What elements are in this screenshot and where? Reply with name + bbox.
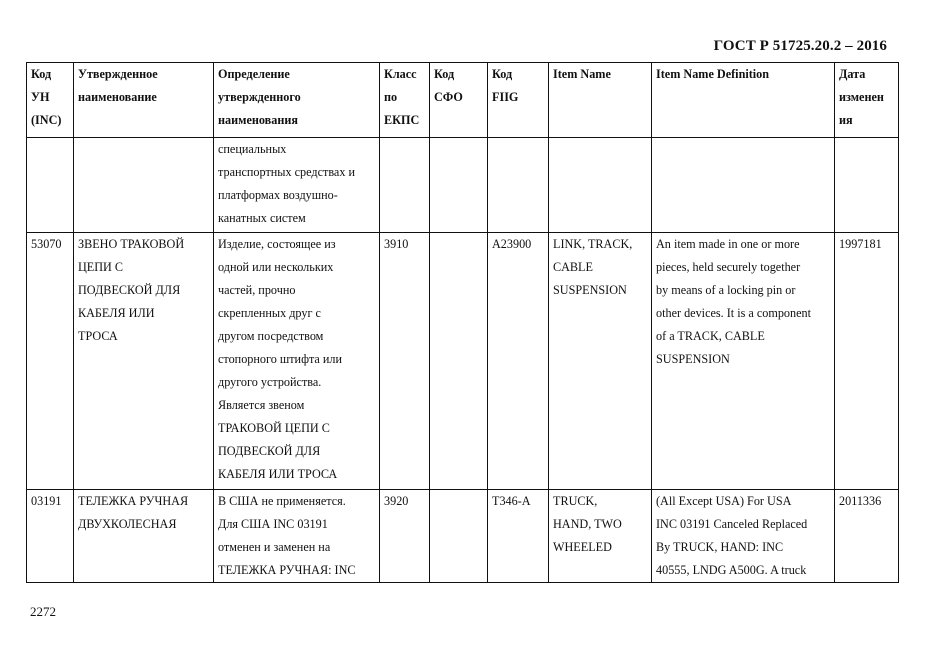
date-cell (835, 490, 899, 583)
col-inc-header (27, 63, 74, 138)
cell-line: скрепленных друг с (218, 306, 321, 320)
item-definition-cell (652, 490, 835, 583)
cell-line: (All Except USA) For USA (656, 494, 792, 508)
sfo-cell (430, 138, 488, 233)
definition-cell (214, 233, 380, 490)
col-definition-header (214, 63, 380, 138)
classifier-table (26, 62, 899, 583)
table-body (27, 138, 899, 583)
header-line: СФО (434, 90, 463, 104)
cell-line: ТРОСА (78, 329, 118, 343)
cell-line: 1997181 (839, 237, 882, 251)
cell-line: ПОДВЕСКОЙ ДЛЯ (218, 444, 321, 458)
header-line: Класс (384, 67, 417, 81)
table-row (27, 490, 899, 583)
cell-line: ТЕЛЕЖКА РУЧНАЯ: INC (218, 563, 356, 577)
cell-line: другого устройства. (218, 375, 322, 389)
cell-line: An item made in one or more (656, 237, 800, 251)
fiig-cell (488, 233, 549, 490)
cell-line: КАБЕЛЯ ИЛИ (78, 306, 155, 320)
header-line: ия (839, 113, 853, 127)
header-line: Код (434, 67, 455, 81)
table-row (27, 138, 899, 233)
cell-line: WHEELED (553, 540, 612, 554)
item-name-cell (549, 490, 652, 583)
cell-line: ПОДВЕСКОЙ ДЛЯ (78, 283, 181, 297)
cell-line: Для США INC 03191 (218, 517, 328, 531)
cell-line: 3910 (384, 237, 409, 251)
header-line: FIIG (492, 90, 519, 104)
header-line: Код (31, 67, 52, 81)
cell-line: канатных систем (218, 211, 306, 225)
cell-line: A23900 (492, 237, 532, 251)
cell-line: специальных (218, 142, 287, 156)
header-line: утвержденного (218, 90, 301, 104)
class-cell (380, 233, 430, 490)
item-definition-cell (652, 233, 835, 490)
cell-line: ЗВЕНО ТРАКОВОЙ (78, 237, 185, 251)
inc-cell (27, 138, 74, 233)
col-item-name-header (549, 63, 652, 138)
approved-name-cell (74, 138, 214, 233)
header-line: наименование (78, 90, 157, 104)
cell-line: одной или нескольких (218, 260, 334, 274)
cell-line: 40555, LNDG A500G. A truck (656, 563, 807, 577)
date-cell (835, 138, 899, 233)
cell-line: TRUCK, (553, 494, 598, 508)
cell-line: 2011336 (839, 494, 882, 508)
cell-line: В США не применяется. (218, 494, 346, 508)
cell-line: SUSPENSION (553, 283, 627, 297)
header-line: Item Name (553, 67, 611, 81)
header-line: наименования (218, 113, 298, 127)
fiig-cell (488, 490, 549, 583)
cell-line: LINK, TRACK, (553, 237, 633, 251)
header-line: Дата (839, 67, 866, 81)
cell-line: Является звеном (218, 398, 305, 412)
cell-line: частей, прочно (218, 283, 296, 297)
cell-line: other devices. It is a component (656, 306, 812, 320)
definition-cell (214, 490, 380, 583)
cell-line: pieces, held securely together (656, 260, 801, 274)
col-item-def-header (652, 63, 835, 138)
header-line: Item Name Definition (656, 67, 770, 81)
cell-line: ТРАКОВОЙ ЦЕПИ С (218, 421, 330, 435)
cell-line: INC 03191 Canceled Replaced (656, 517, 808, 531)
cell-line: ЦЕПИ С (78, 260, 124, 274)
class-cell (380, 138, 430, 233)
col-sfo-header (430, 63, 488, 138)
cell-line: ТЕЛЕЖКА РУЧНАЯ (78, 494, 189, 508)
inc-cell (27, 233, 74, 490)
table-row (27, 233, 899, 490)
cell-line: CABLE (553, 260, 593, 274)
approved-name-cell (74, 490, 214, 583)
header-line: Код (492, 67, 513, 81)
cell-line: другом посредством (218, 329, 324, 343)
header-line: Определение (218, 67, 290, 81)
page-number: 2272 (30, 604, 56, 619)
cell-line: ДВУХКОЛЕСНАЯ (78, 517, 177, 531)
cell-line: 53070 (31, 237, 62, 251)
item-name-cell (549, 233, 652, 490)
cell-line: платформах воздушно- (218, 188, 338, 202)
item-name-cell (549, 138, 652, 233)
cell-line: of a TRACK, CABLE (656, 329, 765, 343)
col-approved-name-header (74, 63, 214, 138)
document-designation: ГОСТ Р 51725.20.2 – 2016 (713, 38, 887, 54)
cell-line: by means of a locking pin or (656, 283, 796, 297)
header-line: ЕКПС (384, 113, 420, 127)
class-cell (380, 490, 430, 583)
date-cell (835, 233, 899, 490)
col-class-header (380, 63, 430, 138)
cell-line: By TRUCK, HAND: INC (656, 540, 784, 554)
header-line: (INC) (31, 113, 62, 127)
cell-line: транспортных средствах и (218, 165, 355, 179)
col-date-header (835, 63, 899, 138)
cell-line: Изделие, состоящее из (218, 237, 336, 251)
header-row (27, 63, 899, 138)
sfo-cell (430, 490, 488, 583)
header-line: Утвержденное (78, 67, 158, 81)
cell-line: 03191 (31, 494, 62, 508)
cell-line: SUSPENSION (656, 352, 730, 366)
cell-line: 3920 (384, 494, 409, 508)
cell-line: HAND, TWO (553, 517, 622, 531)
cell-line: T346-A (492, 494, 531, 508)
cell-line: стопорного штифта или (218, 352, 343, 366)
fiig-cell (488, 138, 549, 233)
header-line: по (384, 90, 398, 104)
approved-name-cell (74, 233, 214, 490)
sfo-cell (430, 233, 488, 490)
col-fiig-header (488, 63, 549, 138)
header-line: изменен (839, 90, 884, 104)
definition-cell (214, 138, 380, 233)
inc-cell (27, 490, 74, 583)
item-definition-cell (652, 138, 835, 233)
cell-line: КАБЕЛЯ ИЛИ ТРОСА (218, 467, 338, 481)
header-line: УН (31, 90, 50, 104)
cell-line: отменен и заменен на (218, 540, 331, 554)
